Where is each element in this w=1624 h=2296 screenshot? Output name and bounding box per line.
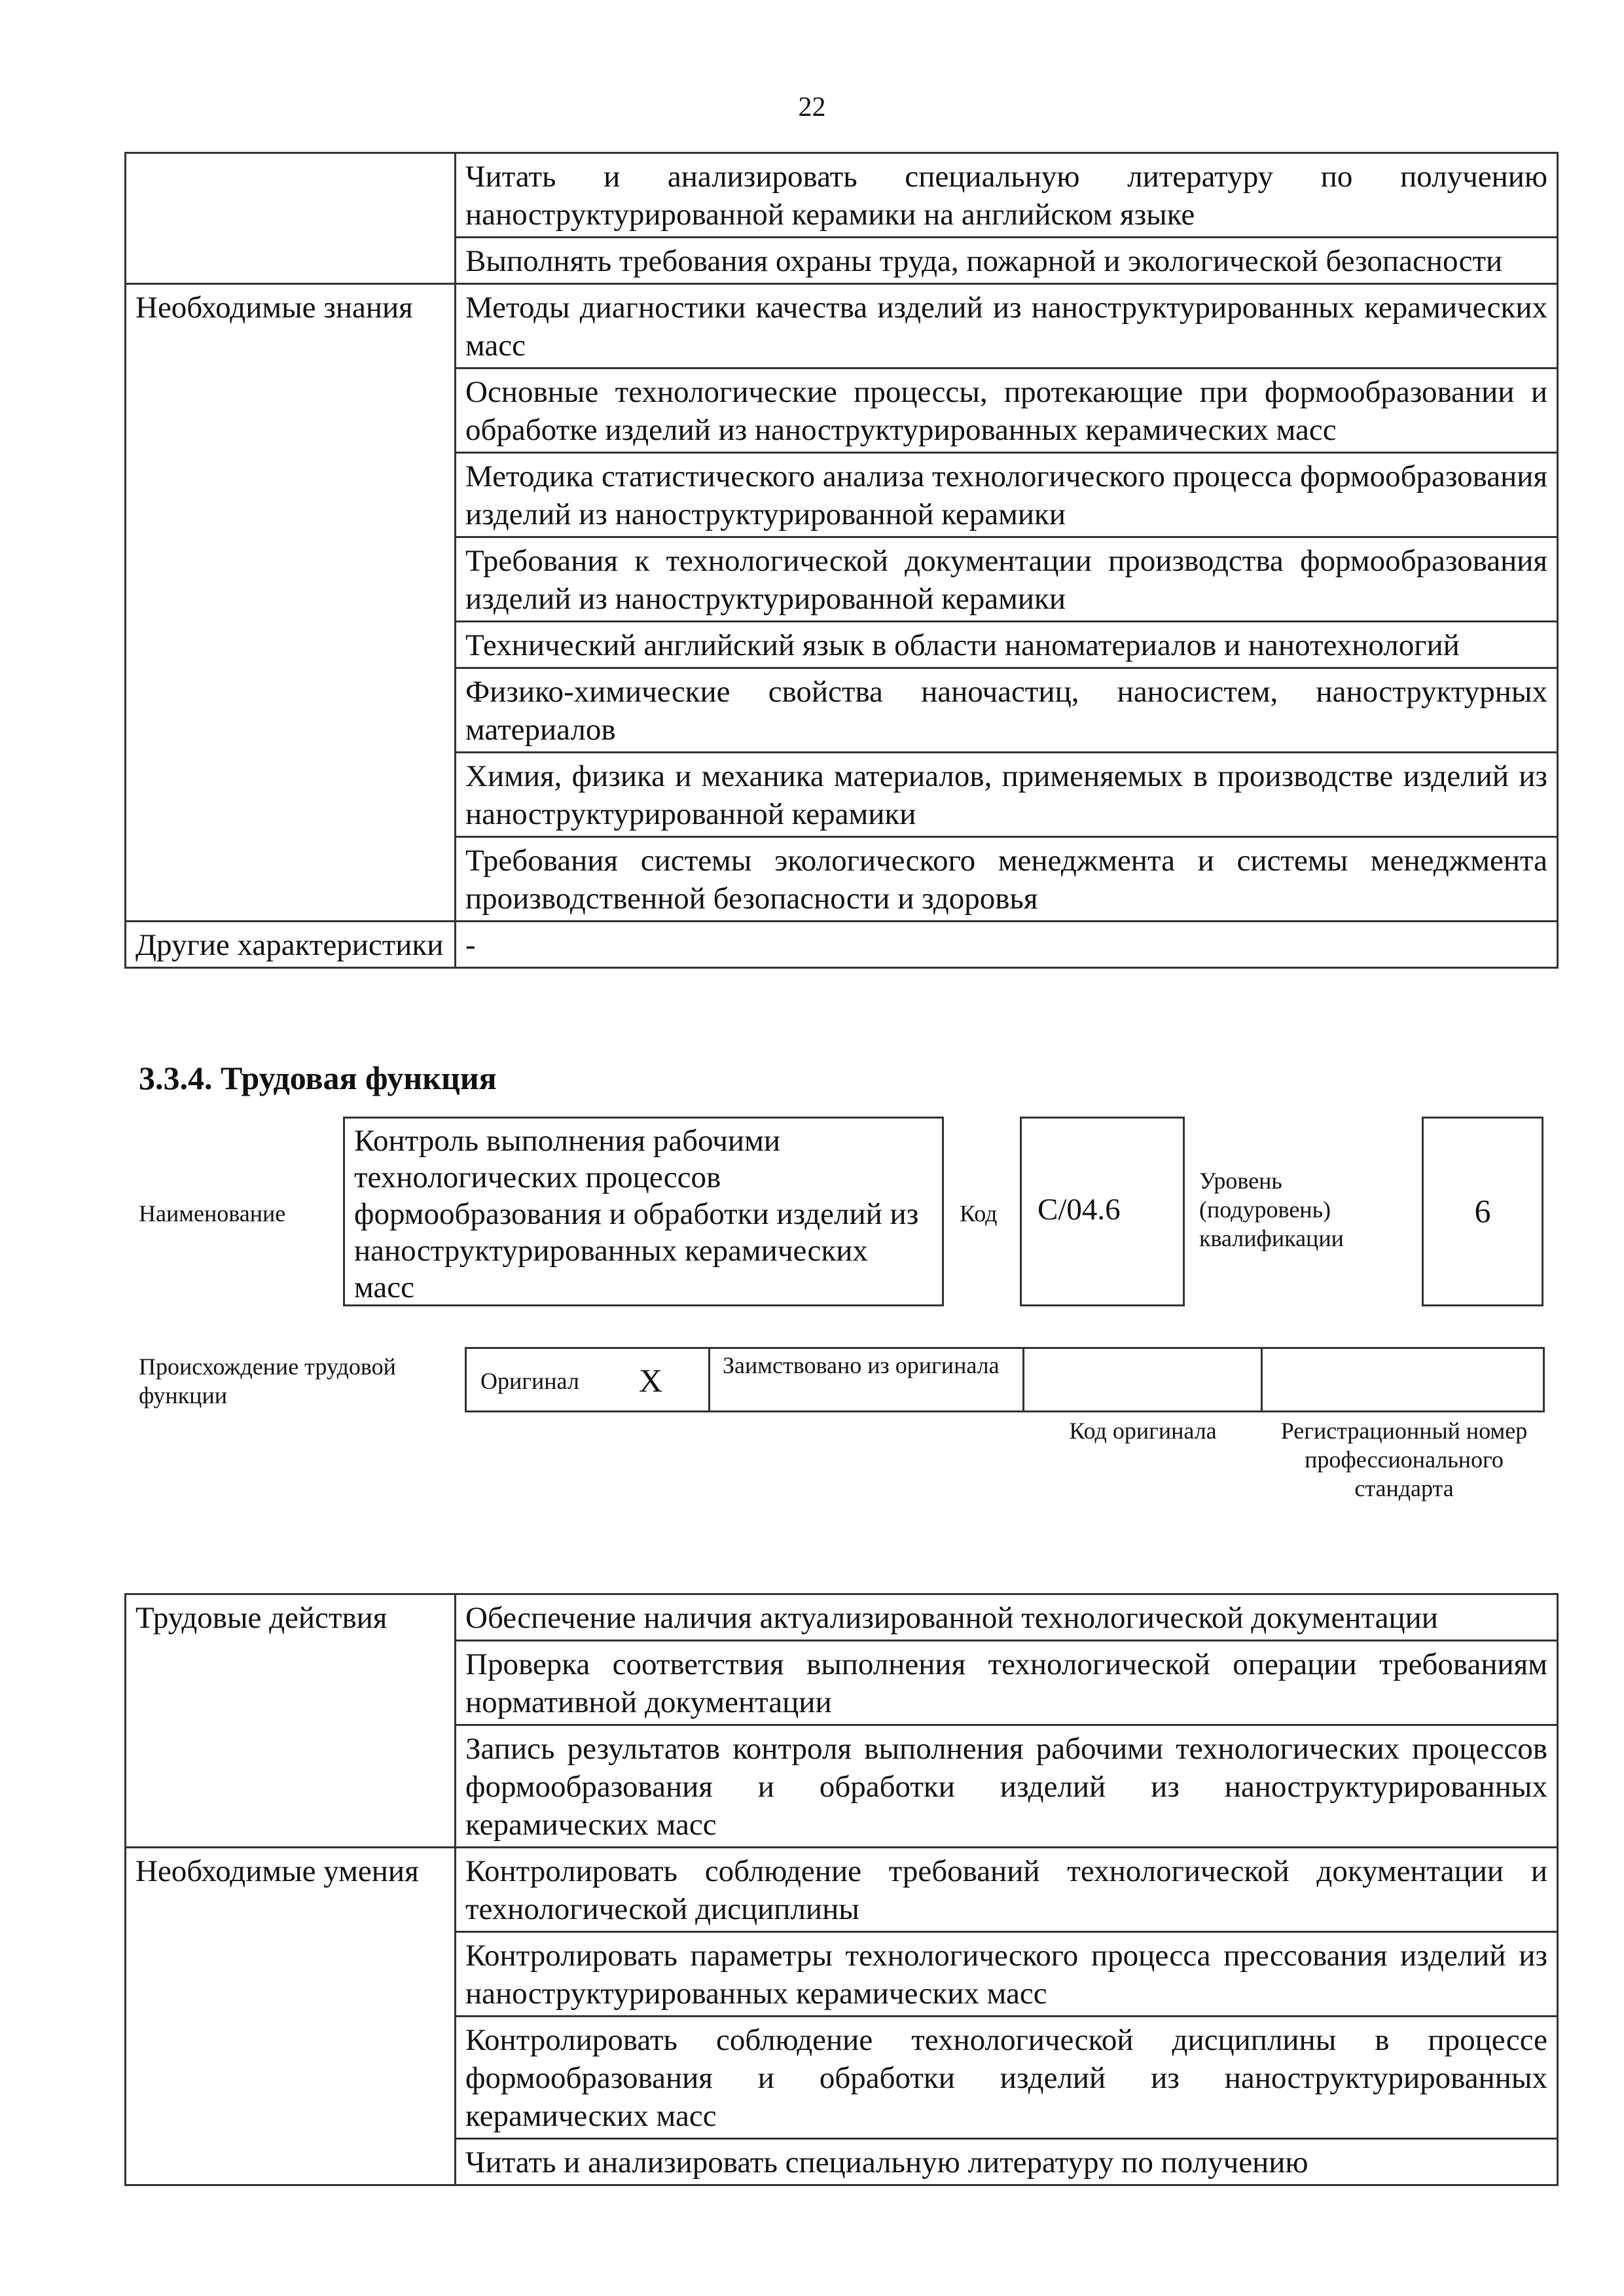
row-text: Обеспечение наличия актуализированной технологической документации [456, 1594, 1558, 1641]
row-label: Необходимые знания [126, 284, 456, 922]
row-text: Физико-химические свойства наночастиц, наносистем, наноструктурных материалов [456, 668, 1558, 753]
row-text: Читать и анализировать специальную литературу по получению наноструктурированной керамики на английском языке [456, 153, 1558, 238]
row-label [126, 153, 456, 284]
reg-number-caption: Регистрационный номер профессионального стандарта [1280, 1418, 1528, 1501]
code-original-caption: Код оригинала [1069, 1418, 1217, 1444]
section-heading: 3.3.4. Трудовая функция [139, 1060, 497, 1096]
row-text: Читать и анализировать специальную литературу по получению [456, 2139, 1558, 2185]
code-value: C/04.6 [1020, 1117, 1185, 1306]
row-text: Контролировать параметры технологического процесса прессования изделий из наноструктурированных керамических масс [456, 1932, 1558, 2017]
row-text: Методы диагностики качества изделий из наноструктурированных керамических масс [456, 284, 1558, 368]
row-text: Химия, физика и механика материалов, применяемых в производстве изделий из наноструктурированной керамики [456, 753, 1558, 837]
row-label: Другие характеристики [126, 922, 456, 968]
row-label: Необходимые умения [126, 1848, 456, 2185]
row-text: Выполнять требования охраны труда, пожарной и экологической безопасности [456, 238, 1558, 284]
row-text: Методика статистического анализа технологического процесса формообразования изделий из наноструктурированной керамики [456, 453, 1558, 537]
row-text: - [456, 922, 1558, 968]
knowledge-table [124, 152, 1559, 969]
level-label: Уровень (подуровень) квалификации [1199, 1168, 1344, 1251]
row-text: Требования системы экологического менеджмента и системы менеджмента производственной безопасности и здоровья [456, 837, 1558, 922]
name-label: Наименование [139, 1200, 286, 1227]
row-text: Требования к технологической документации производства формообразования изделий из наноструктурированной керамики [456, 537, 1558, 622]
table-row [126, 922, 1558, 968]
code-label: Код [960, 1200, 998, 1227]
row-text: Технический английский язык в области наноматериалов и нанотехнологий [456, 622, 1558, 668]
row-text: Контролировать соблюдение технологической дисциплины в процессе формообразования и обработки изделий из наноструктурированных керамических масс [456, 2017, 1558, 2139]
table-row [126, 1594, 1558, 1641]
function-name-value: Контроль выполнения рабочими технологических процессов формообразования и обработки изделий из наноструктурированных керамических масс [343, 1117, 944, 1306]
table-row [126, 284, 1558, 368]
level-value: 6 [1422, 1117, 1543, 1306]
origin-divider-3 [1261, 1347, 1263, 1412]
row-text: Запись результатов контроля выполнения рабочими технологических процессов формообразования и обработки изделий из наноструктурированных керамических масс [456, 1725, 1558, 1848]
table-row [126, 153, 1558, 238]
row-text: Проверка соответствия выполнения технологической операции требованиям нормативной документации [456, 1641, 1558, 1725]
original-label: Оригинал [480, 1368, 579, 1394]
knowledge-table-body [126, 153, 1558, 968]
row-label: Трудовые действия [126, 1594, 456, 1848]
borrowed-label: Заимствовано из оригинала [723, 1352, 1000, 1378]
original-mark: X [639, 1362, 663, 1399]
row-text: Контролировать соблюдение требований технологической документации и технологической дисциплины [456, 1848, 1558, 1932]
actions-table-body [126, 1594, 1558, 2185]
table-row [126, 1848, 1558, 1932]
page-number: 22 [798, 92, 826, 122]
actions-table [124, 1593, 1559, 2186]
origin-divider-2 [1022, 1347, 1024, 1412]
origin-label: Происхождение трудовой функции [139, 1354, 396, 1408]
origin-divider-1 [708, 1347, 710, 1412]
row-text: Основные технологические процессы, протекающие при формообразовании и обработке изделий из наноструктурированных керамических масс [456, 368, 1558, 453]
